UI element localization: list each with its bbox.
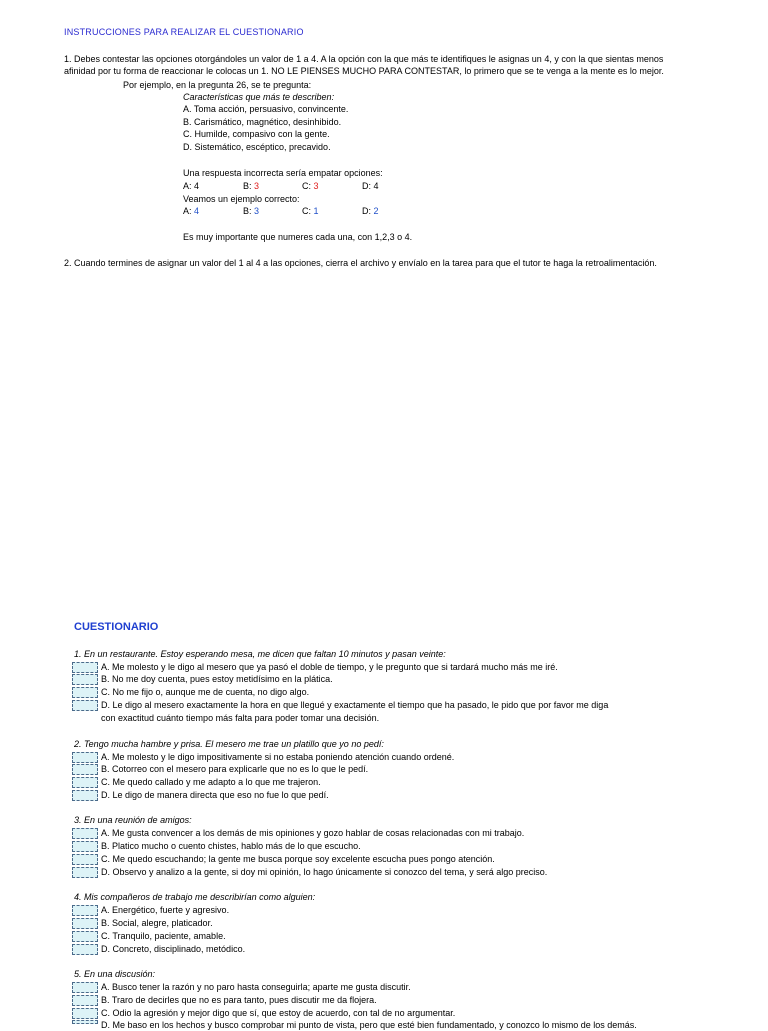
answer-input-q5-d[interactable] bbox=[72, 1020, 98, 1024]
answer-input-q3-d[interactable] bbox=[72, 867, 98, 878]
correct-b-value: 3 bbox=[254, 206, 260, 216]
incorrect-answer-label: Una respuesta incorrecta sería empatar opciones: bbox=[183, 168, 383, 178]
answer-input-q5-c[interactable] bbox=[72, 1008, 98, 1019]
question-2: 2. Tengo mucha hambre y prisa. El mesero me trae un platillo que yo no pedí: bbox=[74, 739, 384, 749]
correct-c-value: 1 bbox=[313, 206, 319, 216]
correct-d-label: D: bbox=[362, 206, 371, 216]
answer-input-q4-d[interactable] bbox=[72, 944, 98, 955]
incorrect-b bbox=[243, 181, 259, 192]
answer-input-q4-a[interactable] bbox=[72, 905, 98, 916]
option-q5-c: C. Odio la agresión y mejor digo que sí, que estoy de acuerdo, con tal de no argumentar. bbox=[101, 1008, 456, 1018]
example-option-b: B. Carismático, magnético, desinhibido. bbox=[183, 117, 342, 127]
option-q1-a: A. Me molesto y le digo al mesero que ya pasó el doble de tiempo, y le pregunto que si tardará mucho más me iré. bbox=[101, 662, 558, 672]
answer-input-q3-c[interactable] bbox=[72, 854, 98, 865]
correct-answer-label: Veamos un ejemplo correcto: bbox=[183, 194, 300, 204]
incorrect-b-label: B: bbox=[243, 181, 252, 191]
incorrect-b-value: 3 bbox=[254, 181, 260, 191]
incorrect-c-value: 3 bbox=[313, 181, 319, 191]
correct-d-value: 2 bbox=[373, 206, 379, 216]
option-q3-c: C. Me quedo escuchando; la gente me busca porque soy excelente escucha pues pongo atención. bbox=[101, 854, 495, 864]
correct-b-label: B: bbox=[243, 206, 252, 216]
incorrect-a-value: 4 bbox=[194, 181, 200, 191]
answer-input-q3-b[interactable] bbox=[72, 841, 98, 852]
answer-input-q4-b[interactable] bbox=[72, 918, 98, 929]
answer-input-q2-d[interactable] bbox=[72, 790, 98, 801]
answer-input-q5-b[interactable] bbox=[72, 995, 98, 1006]
option-q2-b: B. Cotorreo con el mesero para explicarle que no es lo que le pedí. bbox=[101, 764, 369, 774]
correct-c-label: C: bbox=[302, 206, 311, 216]
instructions-title: INSTRUCCIONES PARA REALIZAR EL CUESTIONARIO bbox=[64, 27, 304, 37]
option-q2-a: A. Me molesto y le digo impositivamente si no estaba poniendo atención cuando ordené. bbox=[101, 752, 455, 762]
option-q4-b: B. Social, alegre, platicador. bbox=[101, 918, 213, 928]
question-4: 4. Mis compañeros de trabajo me describirían como alguien: bbox=[74, 892, 316, 902]
option-q2-c: C. Me quedo callado y me adapto a lo que me trajeron. bbox=[101, 777, 321, 787]
incorrect-c bbox=[302, 181, 319, 192]
incorrect-d-label: D: bbox=[362, 181, 371, 191]
example-option-c: C. Humilde, compasivo con la gente. bbox=[183, 129, 330, 139]
option-q2-d: D. Le digo de manera directa que eso no fue lo que pedí. bbox=[101, 790, 329, 800]
important-note: Es muy importante que numeres cada una, con 1,2,3 o 4. bbox=[183, 232, 413, 242]
instruction-1-line-1: 1. Debes contestar las opciones otorgándoles un valor de 1 a 4. A la opción con la que más te identifiques le asignas un 4, y con la que sientas menos bbox=[64, 54, 664, 64]
question-1: 1. En un restaurante. Estoy esperando mesa, me dicen que faltan 10 minutos y pasan veinte: bbox=[74, 649, 446, 659]
option-q1-b: B. No me doy cuenta, pues estoy metidísimo en la plática. bbox=[101, 674, 333, 684]
option-q1-c: C. No me fijo o, aunque me de cuenta, no digo algo. bbox=[101, 687, 310, 697]
option-q4-a: A. Energético, fuerte y agresivo. bbox=[101, 905, 230, 915]
example-intro: Por ejemplo, en la pregunta 26, se te pregunta: bbox=[123, 80, 312, 90]
answer-input-q4-c[interactable] bbox=[72, 931, 98, 942]
option-q5-b: B. Traro de decirles que no es para tanto, pues discutir me da flojera. bbox=[101, 995, 377, 1005]
answer-input-q2-b[interactable] bbox=[72, 764, 98, 775]
example-question: Características que más te describen: bbox=[183, 92, 335, 102]
example-option-d: D. Sistemático, escéptico, precavido. bbox=[183, 142, 331, 152]
correct-d bbox=[362, 206, 379, 217]
answer-input-q3-a[interactable] bbox=[72, 828, 98, 839]
question-3: 3. En una reunión de amigos: bbox=[74, 815, 192, 825]
option-q5-d: D. Me baso en los hechos y busco comprobar mi punto de vista, pero que esté bien fundamentado, y conozco lo mismo de los demás. bbox=[101, 1020, 637, 1030]
incorrect-a-label: A: bbox=[183, 181, 192, 191]
answer-input-q1-d[interactable] bbox=[72, 700, 98, 711]
correct-b bbox=[243, 206, 259, 217]
option-q4-d: D. Concreto, disciplinado, metódico. bbox=[101, 944, 246, 954]
incorrect-a bbox=[183, 181, 199, 192]
incorrect-d-value: 4 bbox=[373, 181, 379, 191]
option-q3-b: B. Platico mucho o cuento chistes, hablo más de lo que escucho. bbox=[101, 841, 361, 851]
answer-input-q1-b[interactable] bbox=[72, 674, 98, 685]
correct-a-label: A: bbox=[183, 206, 192, 216]
option-q4-c: C. Tranquilo, paciente, amable. bbox=[101, 931, 226, 941]
option-q3-a: A. Me gusta convencer a los demás de mis opiniones y gozo hablar de cosas relacionadas con mi trabajo. bbox=[101, 828, 525, 838]
question-5: 5. En una discusión: bbox=[74, 969, 156, 979]
instruction-2: 2. Cuando termines de asignar un valor del 1 al 4 a las opciones, cierra el archivo y envíalo en la tarea para que el tutor te haga la retroalimentación. bbox=[64, 258, 657, 268]
option-q3-d: D. Observo y analizo a la gente, si doy mi opinión, lo hago únicamente si conozco del tema, y será algo preciso. bbox=[101, 867, 548, 877]
incorrect-c-label: C: bbox=[302, 181, 311, 191]
correct-c bbox=[302, 206, 319, 217]
option-q1-d-continuation: con exactitud cuánto tiempo más falta para poder tomar una decisión. bbox=[101, 713, 380, 723]
example-option-a: A. Toma acción, persuasivo, convincente. bbox=[183, 104, 349, 114]
answer-input-q5-a[interactable] bbox=[72, 982, 98, 993]
answer-input-q2-a[interactable] bbox=[72, 752, 98, 763]
answer-input-q1-a[interactable] bbox=[72, 662, 98, 673]
correct-a-value: 4 bbox=[194, 206, 200, 216]
correct-a bbox=[183, 206, 199, 217]
option-q1-d: D. Le digo al mesero exactamente la hora en que llegué y exactamente el tiempo que ha pasado, le pido que por favor me diga bbox=[101, 700, 609, 710]
incorrect-d bbox=[362, 181, 379, 192]
questionnaire-title: CUESTIONARIO bbox=[74, 621, 159, 633]
answer-input-q2-c[interactable] bbox=[72, 777, 98, 788]
instruction-1-line-2: afinidad por tu forma de reaccionar le colocas un 1. NO LE PIENSES MUCHO PARA CONTESTAR, lo primero que se te venga a la mente es lo mejor. bbox=[64, 66, 664, 76]
option-q5-a: A. Busco tener la razón y no paro hasta conseguirla; aparte me gusta discutir. bbox=[101, 982, 411, 992]
answer-input-q1-c[interactable] bbox=[72, 687, 98, 698]
